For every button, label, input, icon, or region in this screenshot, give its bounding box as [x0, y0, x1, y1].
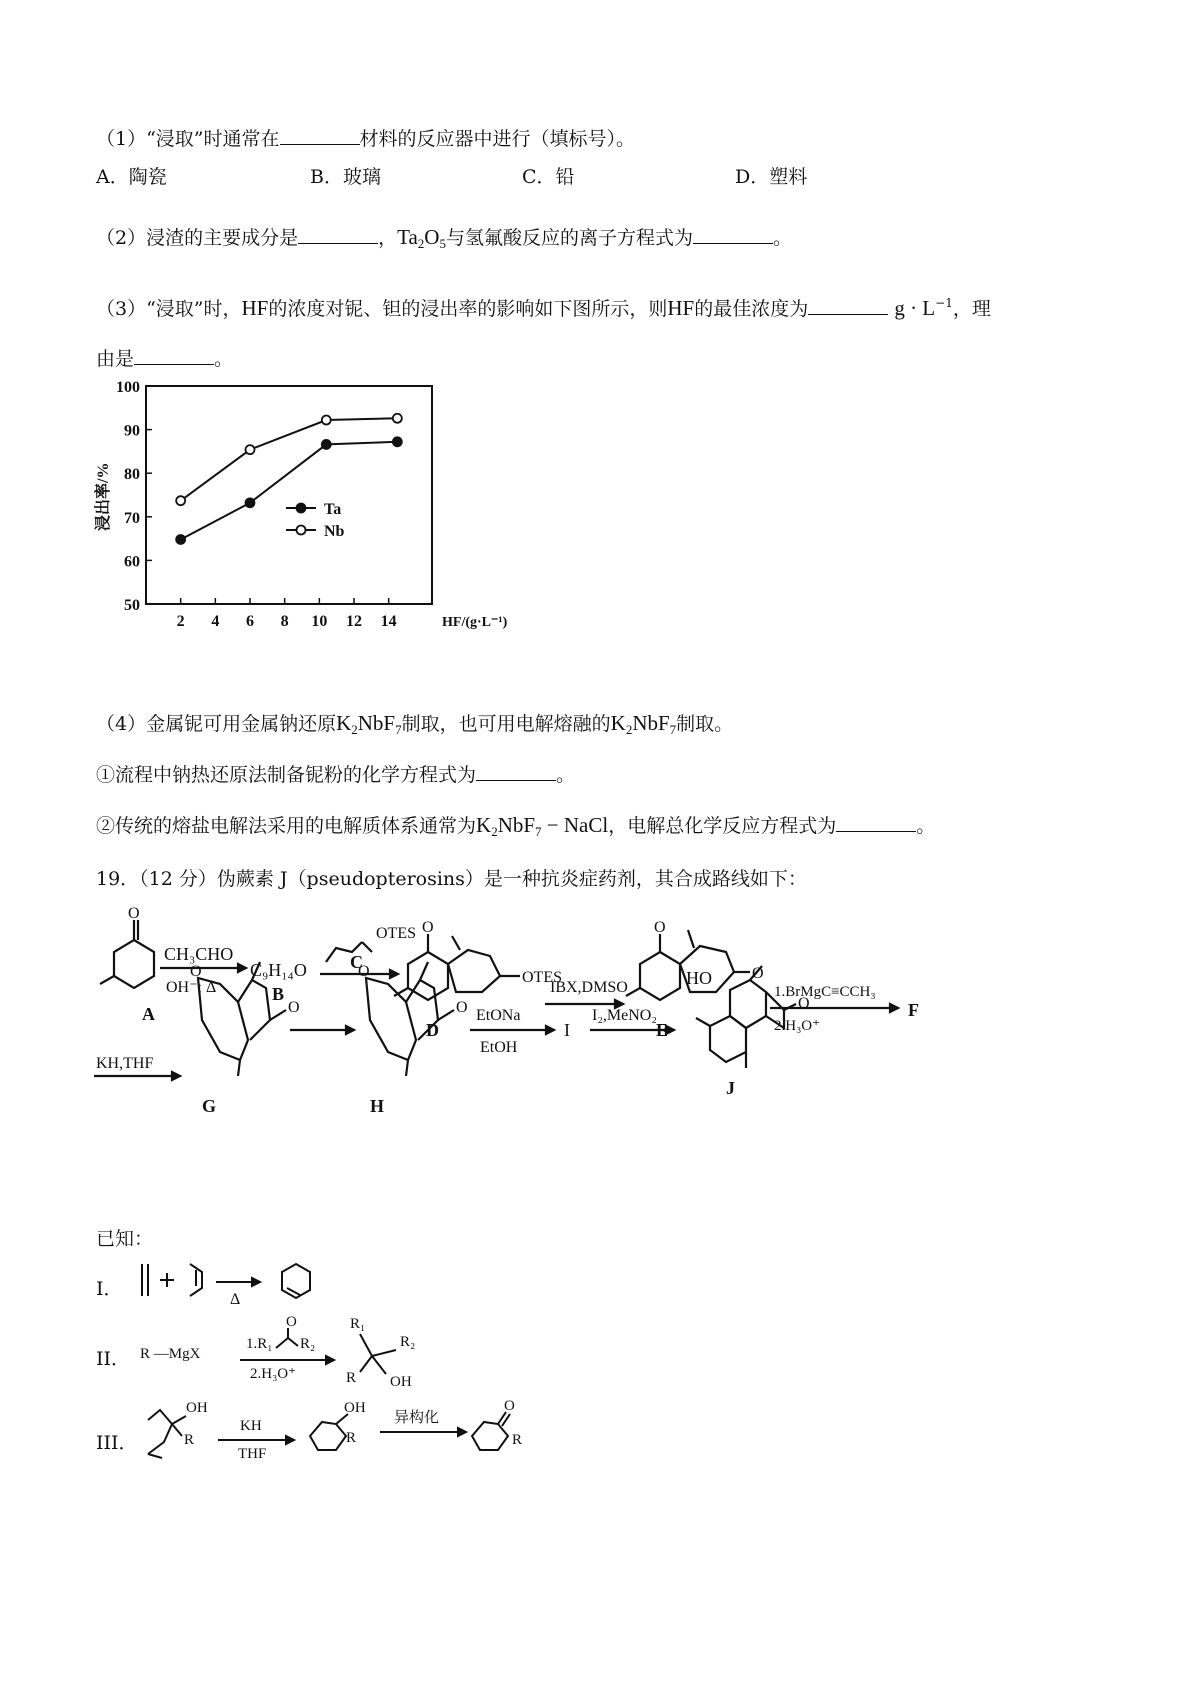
svg-text:O: O: [190, 963, 202, 980]
leach-rate-chart: [90, 376, 550, 686]
x-tick-label: 14: [380, 613, 397, 630]
data-point-ta: [246, 498, 255, 507]
q4-blank-1[interactable]: [476, 762, 556, 781]
known-ii-product-r1: R₁: [350, 1316, 366, 1332]
k2nbf7-formula: $K_2NbF_7$: [336, 711, 402, 737]
svg-text:O: O: [504, 1398, 515, 1414]
q4-sub2: ②传统的熔盐电解法采用的电解质体系通常为$K_2NbF_7$ − NaCl，电解总化学反应方程式为 。: [96, 813, 936, 839]
known-ii-reagent-1: 1.R₁: [246, 1336, 273, 1352]
svg-text:O: O: [654, 919, 666, 936]
known-reaction-iii: [140, 1396, 560, 1476]
data-point-ta: [393, 437, 402, 446]
reagent-c-label: C: [350, 952, 363, 972]
svg-text:O: O: [752, 965, 764, 982]
x-tick-label: 8: [280, 613, 289, 630]
compound-a-structure: [100, 920, 154, 988]
x-tick-label: 6: [246, 613, 254, 630]
label-g: G: [202, 1096, 217, 1116]
q1-blank[interactable]: [280, 126, 360, 145]
x-axis-label: HF/(g·L⁻¹): [442, 615, 508, 630]
reagent-ibx: IBX,DMSO: [550, 979, 628, 996]
known-ii-product-r: R: [346, 1370, 357, 1386]
known-ii-product-oh: OH: [390, 1374, 412, 1390]
known-ii-reagent-2: 2.H₃O⁺: [250, 1366, 297, 1382]
known-reaction-i: [130, 1256, 330, 1316]
q19-stem: 19．（12 分）伪蕨素 J（pseudopterosins）是一种抗炎症药剂，其合成路线如下：: [96, 868, 807, 890]
svg-text:O: O: [456, 999, 468, 1016]
x-tick-label: 2: [176, 613, 185, 630]
q3-blank-2[interactable]: [134, 346, 214, 365]
reagent-c-otes: OTES: [376, 925, 416, 942]
label-a: A: [142, 1004, 155, 1024]
data-point-nb: [176, 496, 185, 505]
data-point-ta: [176, 535, 185, 544]
q3-blank-1[interactable]: [808, 296, 888, 315]
q4-blank-2[interactable]: [836, 813, 916, 832]
ta2o5-formula: $Ta_2O_5$: [397, 225, 446, 251]
label-b: B: [272, 984, 285, 1004]
label-h: H: [370, 1096, 385, 1116]
label-e: E: [656, 1020, 669, 1040]
q2-stem: （2）浸渣的主要成分是 ，$Ta_2O_5$与氢氟酸反应的离子方程式为 。: [96, 225, 792, 251]
data-point-nb: [322, 416, 331, 425]
known-reaction-ii: [140, 1312, 460, 1392]
q1-option-b: B．玻璃: [310, 166, 381, 188]
svg-text:O: O: [798, 995, 810, 1012]
legend-marker-nb: [297, 526, 306, 535]
q1-stem: （1）“浸取”时通常在 材料的反应器中进行（填标号）。: [96, 128, 636, 150]
q4-stem: （4）金属铌可用金属钠还原$K_2NbF_7$制取，也可用电解熔融的$K_2NbF_7$制取。: [96, 711, 734, 737]
known-ii-rmgx: R —MgX: [140, 1346, 201, 1362]
q1-option-c: C．铅: [522, 166, 575, 188]
label-d: D: [426, 1020, 439, 1040]
legend-marker-ta: [297, 504, 306, 513]
reagent-i2: I₂,MeNO₂: [592, 1007, 657, 1024]
y-tick-label: 90: [124, 422, 140, 440]
known-iii-isomerize: 异构化: [394, 1410, 440, 1426]
q4-sub1: ①流程中钠热还原法制备铌粉的化学方程式为 。: [96, 764, 576, 786]
svg-text:O: O: [288, 999, 300, 1016]
known-iii-r-1: R: [184, 1432, 195, 1448]
x-tick-label: 12: [346, 613, 362, 630]
reagent-oh: OH⁻; Δ: [166, 979, 217, 996]
compound-j-ho: HO: [686, 968, 712, 988]
known-ii-r2: R₂: [300, 1336, 316, 1352]
y-tick-label: 50: [124, 597, 140, 614]
q3-stem: （3）“浸取”时，HF的浓度对铌、钽的浸出率的影响如下图所示，则HF的最佳浓度为 $g \cdot L^{-1}$，理: [96, 296, 991, 320]
known-iii-oh-1: OH: [186, 1400, 208, 1416]
reagent-etoh: EtOH: [480, 1039, 518, 1056]
y-tick-label: 80: [124, 466, 140, 484]
y-axis-label: 浸出率/%: [95, 462, 112, 531]
known-i-label: I．: [96, 1278, 123, 1300]
label-j: J: [726, 1078, 735, 1098]
y-tick-label: 100: [116, 379, 140, 396]
x-tick-label: 4: [211, 613, 220, 630]
data-point-nb: [393, 414, 402, 423]
known-iii-r-3: R: [512, 1432, 523, 1448]
q2-blank-1[interactable]: [298, 225, 378, 244]
reagent-grignard-2: 2.H₃O⁺: [774, 1018, 821, 1034]
series-line-nb: [181, 418, 398, 500]
legend-label-nb: Nb: [324, 523, 345, 540]
label-i: I: [564, 1020, 570, 1040]
q1-option-d: D．塑料: [735, 166, 808, 188]
known-i-delta: Δ: [230, 1291, 241, 1308]
known-iii-kh: KH: [240, 1418, 262, 1434]
known-ii-product-r2: R₂: [400, 1334, 416, 1350]
known-title: 已知：: [96, 1228, 154, 1250]
known-iii-label: III．: [96, 1432, 138, 1454]
known-iii-oh-2: OH: [344, 1400, 366, 1416]
compound-d-otes: OTES: [522, 969, 562, 986]
formula-b: C₉H₁₄O: [250, 960, 307, 980]
legend-label-ta: Ta: [324, 501, 342, 518]
data-point-nb: [246, 445, 255, 454]
q1-option-a: A．陶瓷: [96, 166, 167, 188]
svg-text:O: O: [286, 1314, 297, 1330]
known-iii-thf: THF: [238, 1446, 267, 1462]
label-f: F: [908, 1000, 919, 1020]
compound-h-structure: [366, 962, 454, 1076]
svg-text:O: O: [422, 919, 434, 936]
electrolyte-formula: $K_2NbF_7$ − NaCl: [476, 813, 609, 839]
reagent-etona: EtONa: [476, 1007, 521, 1024]
x-tick-label: 10: [311, 613, 328, 630]
series-line-ta: [181, 442, 398, 540]
data-point-ta: [322, 440, 331, 449]
svg-text:O: O: [358, 963, 370, 980]
k2nbf7-formula-2: $K_2NbF_7$: [610, 711, 677, 737]
reagent-kh-thf: KH,THF: [96, 1055, 154, 1072]
synthesis-scheme: [90, 900, 1100, 1200]
reagent-ch3cho: CH₃CHO: [164, 944, 234, 964]
q2-blank-2[interactable]: [693, 225, 773, 244]
reagent-grignard-1: 1.BrMgC≡CCH₃: [774, 984, 876, 1000]
y-tick-label: 70: [124, 509, 140, 527]
svg-text:O: O: [128, 905, 140, 922]
q3-reason: 由是 。: [96, 348, 234, 370]
known-iii-r-2: R: [346, 1430, 357, 1446]
y-tick-label: 60: [124, 553, 140, 571]
known-ii-label: II．: [96, 1348, 131, 1370]
